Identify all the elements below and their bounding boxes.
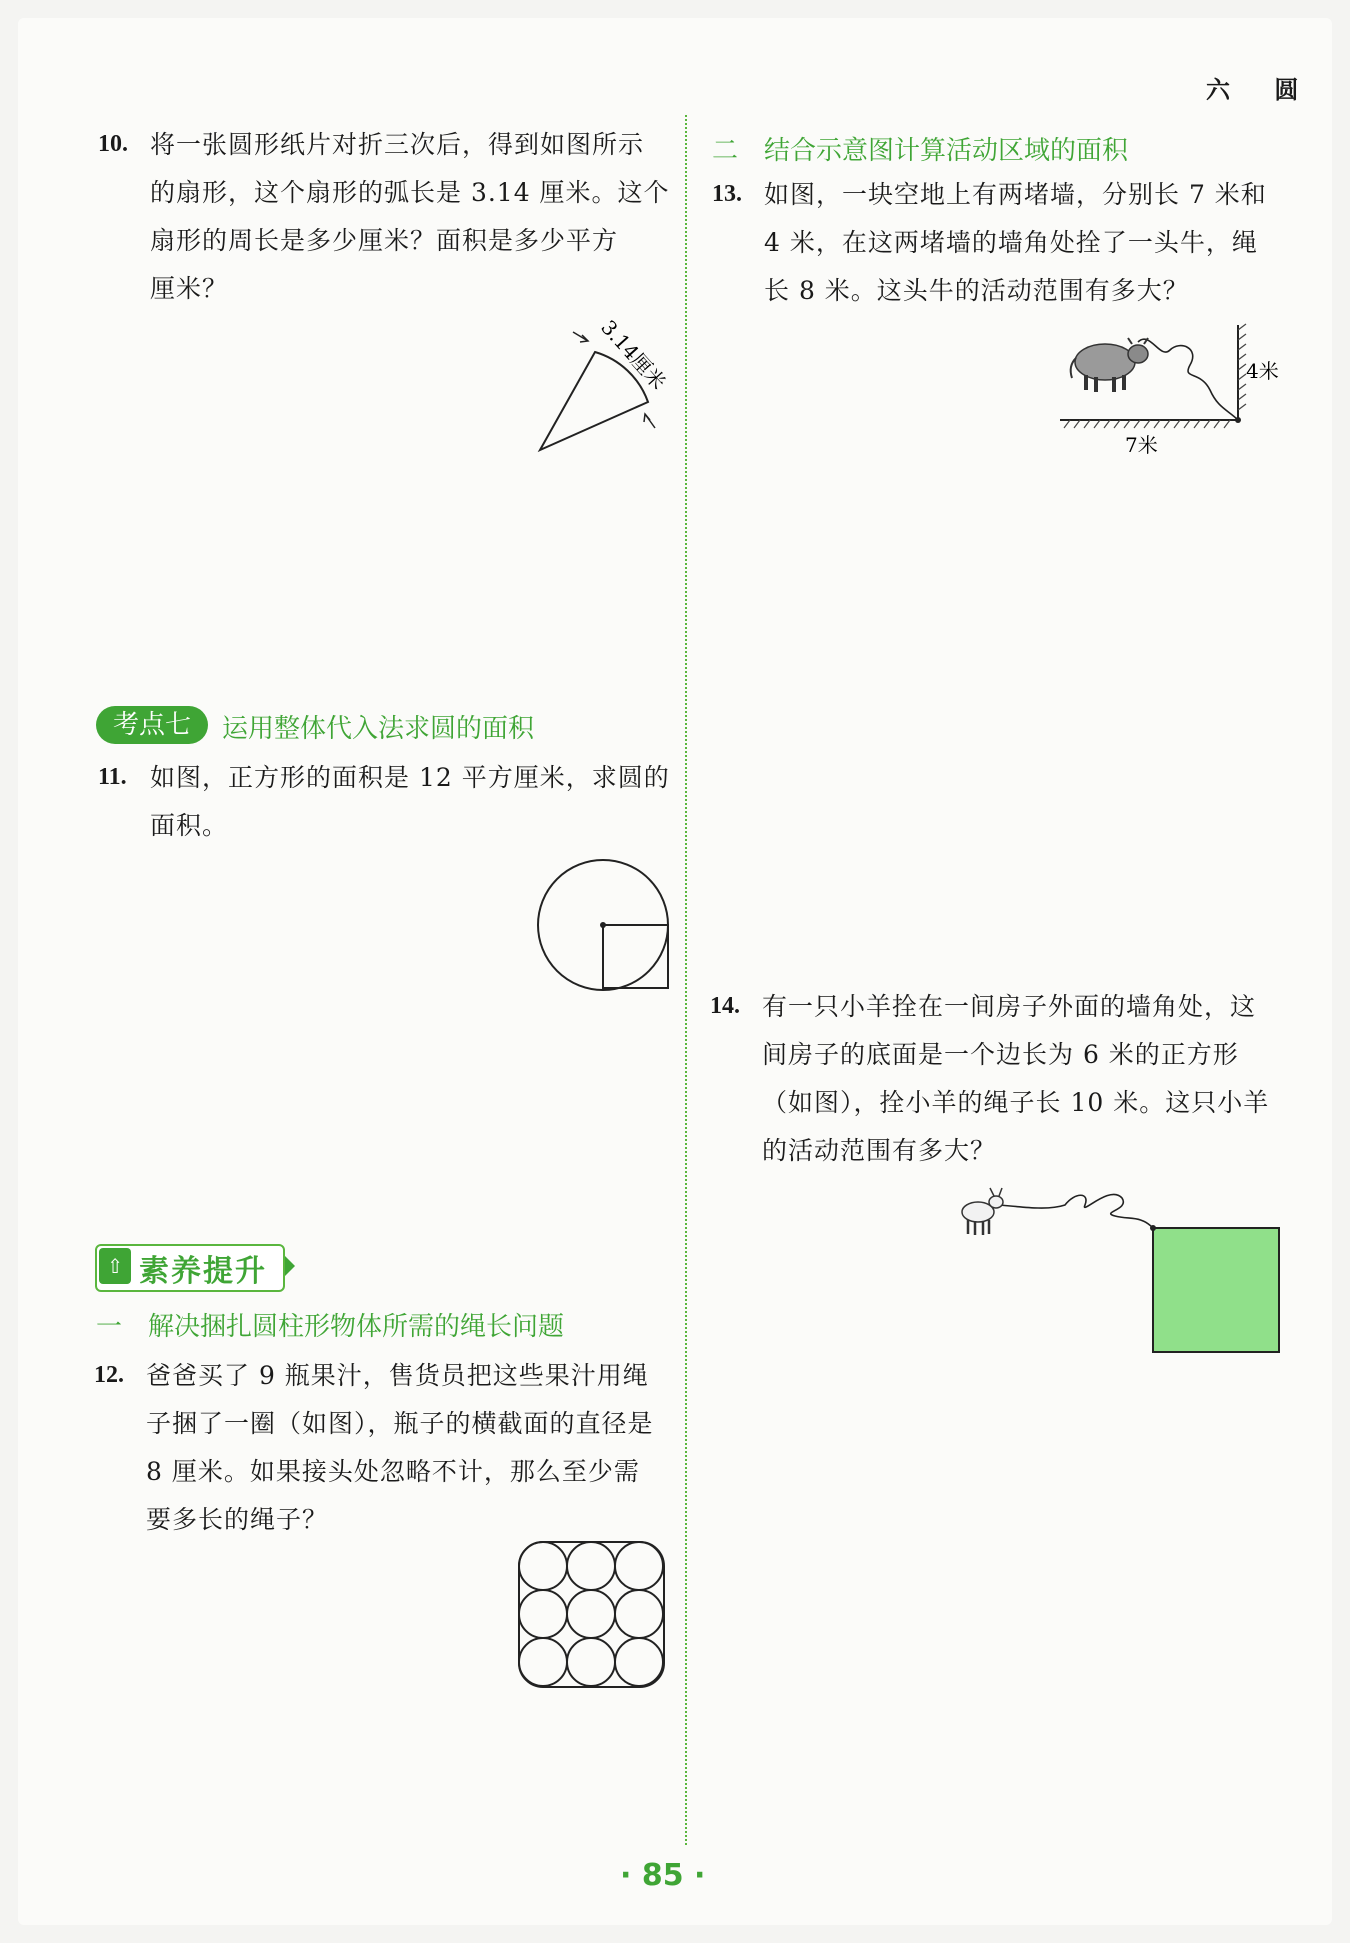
cow-rope [1138, 339, 1238, 420]
question-10-text [150, 121, 670, 313]
cow-icon [1071, 338, 1148, 392]
goat-icon [962, 1188, 1003, 1235]
bottle-circle [567, 1542, 615, 1590]
question-12-line: 爸爸买了 9 瓶果汁，售货员把这些果汁用绳 [146, 1361, 649, 1390]
arc-length-label: 3.14厘米 [596, 315, 671, 395]
wall-4m-label: 4米 [1246, 359, 1279, 383]
question-11-line: 如图，正方形的面积是 12 平方厘米，求圆的 [150, 763, 670, 792]
chapter-title: 六 圆 [1206, 76, 1317, 104]
question-12-text [146, 1352, 654, 1544]
bottle-circle [519, 1590, 567, 1638]
bottles-figure [515, 1538, 670, 1693]
wall-7m-label: 7米 [1125, 433, 1158, 457]
question-14-line: 有一只小羊拴在一间房子外面的墙角处，这 [762, 992, 1257, 1021]
badge-arrow-icon [285, 1256, 295, 1276]
question-12-line: 子捆了一圈（如图），瓶子的横截面的直径是 [146, 1409, 654, 1438]
question-12-number: 12. [94, 1362, 124, 1388]
subsection-2-title: 二 结合示意图计算活动区域的面积 [712, 136, 1129, 166]
sector-figure [520, 310, 680, 460]
question-13-number: 13. [712, 181, 742, 207]
literacy-badge [95, 1244, 295, 1288]
bottle-circle [567, 1638, 615, 1686]
literacy-badge-title: 素养提升 [139, 1254, 267, 1289]
bottle-circle [519, 1638, 567, 1686]
question-13-text [764, 171, 1267, 315]
bottle-circle [615, 1542, 663, 1590]
question-13-line: 如图，一块空地上有两堵墙，分别长 7 米和 [764, 180, 1267, 209]
goat-house-figure [950, 1180, 1290, 1360]
rope-outline [519, 1542, 664, 1687]
bottle-circle [615, 1590, 663, 1638]
question-10-line: 厘米？ [150, 274, 229, 303]
goat-rope [1000, 1194, 1153, 1228]
question-13-line: 4 米，在这两堵墙的墙角处拴了一头牛，绳 [764, 228, 1258, 257]
arrow-up-icon: ⇧ [99, 1248, 131, 1284]
question-10-line: 扇形的周长是多少厘米？面积是多少平方 [150, 226, 619, 255]
section-badge: 考点七 [96, 706, 208, 744]
question-10-line: 将一张圆形纸片对折三次后，得到如图所示 [150, 130, 645, 159]
question-11-line: 面积。 [150, 811, 229, 840]
subsection-1-title: 一 解决捆扎圆柱形物体所需的绳长问题 [96, 1312, 565, 1342]
question-11-number: 11. [98, 764, 127, 790]
circle-square-figure [530, 855, 675, 995]
bottle-circle [567, 1590, 615, 1638]
question-12-line: 要多长的绳子？ [146, 1505, 329, 1534]
question-10-line: 的扇形，这个扇形的弧长是 3.14 厘米。这个 [150, 178, 670, 207]
page-number: · 85 · [620, 1858, 706, 1893]
center-dot [600, 922, 606, 928]
question-10-number: 10. [98, 131, 128, 157]
bottle-circle [519, 1542, 567, 1590]
wall-cow-figure [1050, 320, 1300, 460]
question-13-line: 长 8 米。这头牛的活动范围有多大？ [764, 276, 1189, 305]
question-14-text [762, 983, 1269, 1175]
square-shape [603, 925, 668, 988]
question-12-line: 8 厘米。如果接头处忽略不计，那么至少需 [146, 1457, 640, 1486]
column-divider [685, 115, 687, 1845]
bottle-circle [615, 1638, 663, 1686]
question-14-number: 14. [710, 993, 740, 1019]
section-title: 运用整体代入法求圆的面积 [222, 714, 535, 744]
house-square [1153, 1228, 1279, 1352]
question-14-line: 的活动范围有多大？ [762, 1136, 997, 1165]
question-11-text [150, 754, 670, 850]
question-14-line: 间房子的底面是一个边长为 6 米的正方形 [762, 1040, 1239, 1069]
question-14-line: （如图），拴小羊的绳子长 10 米。这只小羊 [762, 1088, 1270, 1117]
